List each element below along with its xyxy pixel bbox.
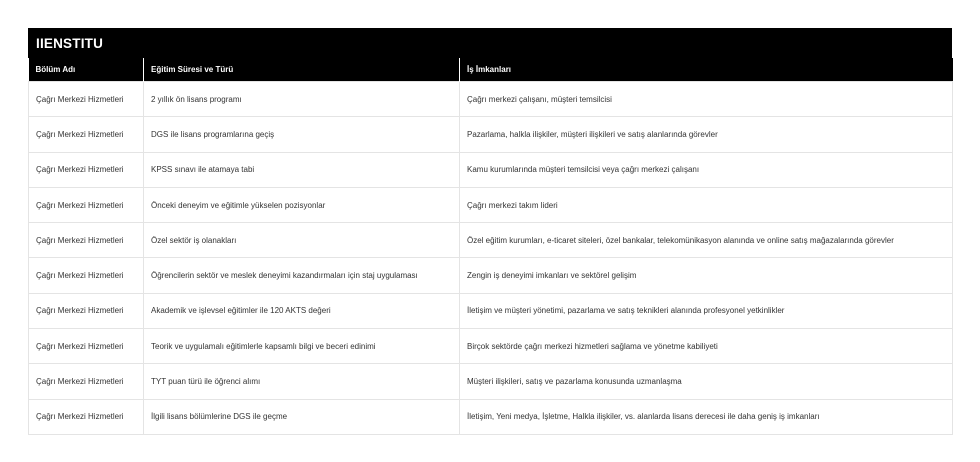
- cell-department: Çağrı Merkezi Hizmetleri: [29, 82, 144, 117]
- cell-education: KPSS sınavı ile atamaya tabi: [144, 152, 460, 187]
- cell-jobs: Çağrı merkezi çalışanı, müşteri temsilcisi: [460, 82, 953, 117]
- cell-education: İlgili lisans bölümlerine DGS ile geçme: [144, 399, 460, 434]
- cell-jobs: Pazarlama, halkla ilişkiler, müşteri ilişkileri ve satış alanlarında görevler: [460, 117, 953, 152]
- cell-department: Çağrı Merkezi Hizmetleri: [29, 258, 144, 293]
- column-header-education: Eğitim Süresi ve Türü: [144, 58, 460, 82]
- cell-department: Çağrı Merkezi Hizmetleri: [29, 152, 144, 187]
- content-card: [28, 28, 952, 435]
- cell-education: Teorik ve uygulamalı eğitimlerle kapsamlı bilgi ve beceri edinimi: [144, 329, 460, 364]
- cell-department: Çağrı Merkezi Hizmetleri: [29, 293, 144, 328]
- cell-education: 2 yıllık ön lisans programı: [144, 82, 460, 117]
- cell-jobs: Zengin iş deneyimi imkanları ve sektörel gelişim: [460, 258, 953, 293]
- table-row: [29, 364, 953, 399]
- brand-header: [28, 28, 952, 58]
- table-row: [29, 152, 953, 187]
- table-row: [29, 187, 953, 222]
- cell-education: Akademik ve işlevsel eğitimler ile 120 AKTS değeri: [144, 293, 460, 328]
- cell-jobs: Çağrı merkezi takım lideri: [460, 187, 953, 222]
- cell-department: Çağrı Merkezi Hizmetleri: [29, 399, 144, 434]
- cell-department: Çağrı Merkezi Hizmetleri: [29, 187, 144, 222]
- cell-jobs: İletişim, Yeni medya, İşletme, Halkla ilişkiler, vs. alanlarda lisans derecesi ile daha geniş iş imkanları: [460, 399, 953, 434]
- cell-education: Öğrencilerin sektör ve meslek deneyimi kazandırmaları için staj uygulaması: [144, 258, 460, 293]
- table-row: [29, 117, 953, 152]
- cell-department: Çağrı Merkezi Hizmetleri: [29, 223, 144, 258]
- cell-department: Çağrı Merkezi Hizmetleri: [29, 329, 144, 364]
- cell-education: Önceki deneyim ve eğitimle yükselen pozisyonlar: [144, 187, 460, 222]
- programs-table: [28, 58, 953, 435]
- column-header-department: Bölüm Adı: [29, 58, 144, 82]
- cell-jobs: İletişim ve müşteri yönetimi, pazarlama ve satış teknikleri alanında profesyonel yetkinlikler: [460, 293, 953, 328]
- cell-education: DGS ile lisans programlarına geçiş: [144, 117, 460, 152]
- cell-jobs: Kamu kurumlarında müşteri temsilcisi veya çağrı merkezi çalışanı: [460, 152, 953, 187]
- cell-education: TYT puan türü ile öğrenci alımı: [144, 364, 460, 399]
- cell-education: Özel sektör iş olanakları: [144, 223, 460, 258]
- table-row: [29, 258, 953, 293]
- cell-jobs: Müşteri ilişkileri, satış ve pazarlama konusunda uzmanlaşma: [460, 364, 953, 399]
- cell-department: Çağrı Merkezi Hizmetleri: [29, 364, 144, 399]
- cell-jobs: Özel eğitim kurumları, e-ticaret siteleri, özel bankalar, telekomünikasyon alanında ve online satış mağazalarında görevler: [460, 223, 953, 258]
- table-row: [29, 82, 953, 117]
- table-header-row: [29, 58, 953, 82]
- column-header-jobs: İş İmkanları: [460, 58, 953, 82]
- table-row: [29, 223, 953, 258]
- table-row: [29, 329, 953, 364]
- brand-logo: IIENSTITU: [36, 35, 104, 51]
- cell-department: Çağrı Merkezi Hizmetleri: [29, 117, 144, 152]
- cell-jobs: Birçok sektörde çağrı merkezi hizmetleri sağlama ve yönetme kabiliyeti: [460, 329, 953, 364]
- table-row: [29, 293, 953, 328]
- table-row: [29, 399, 953, 434]
